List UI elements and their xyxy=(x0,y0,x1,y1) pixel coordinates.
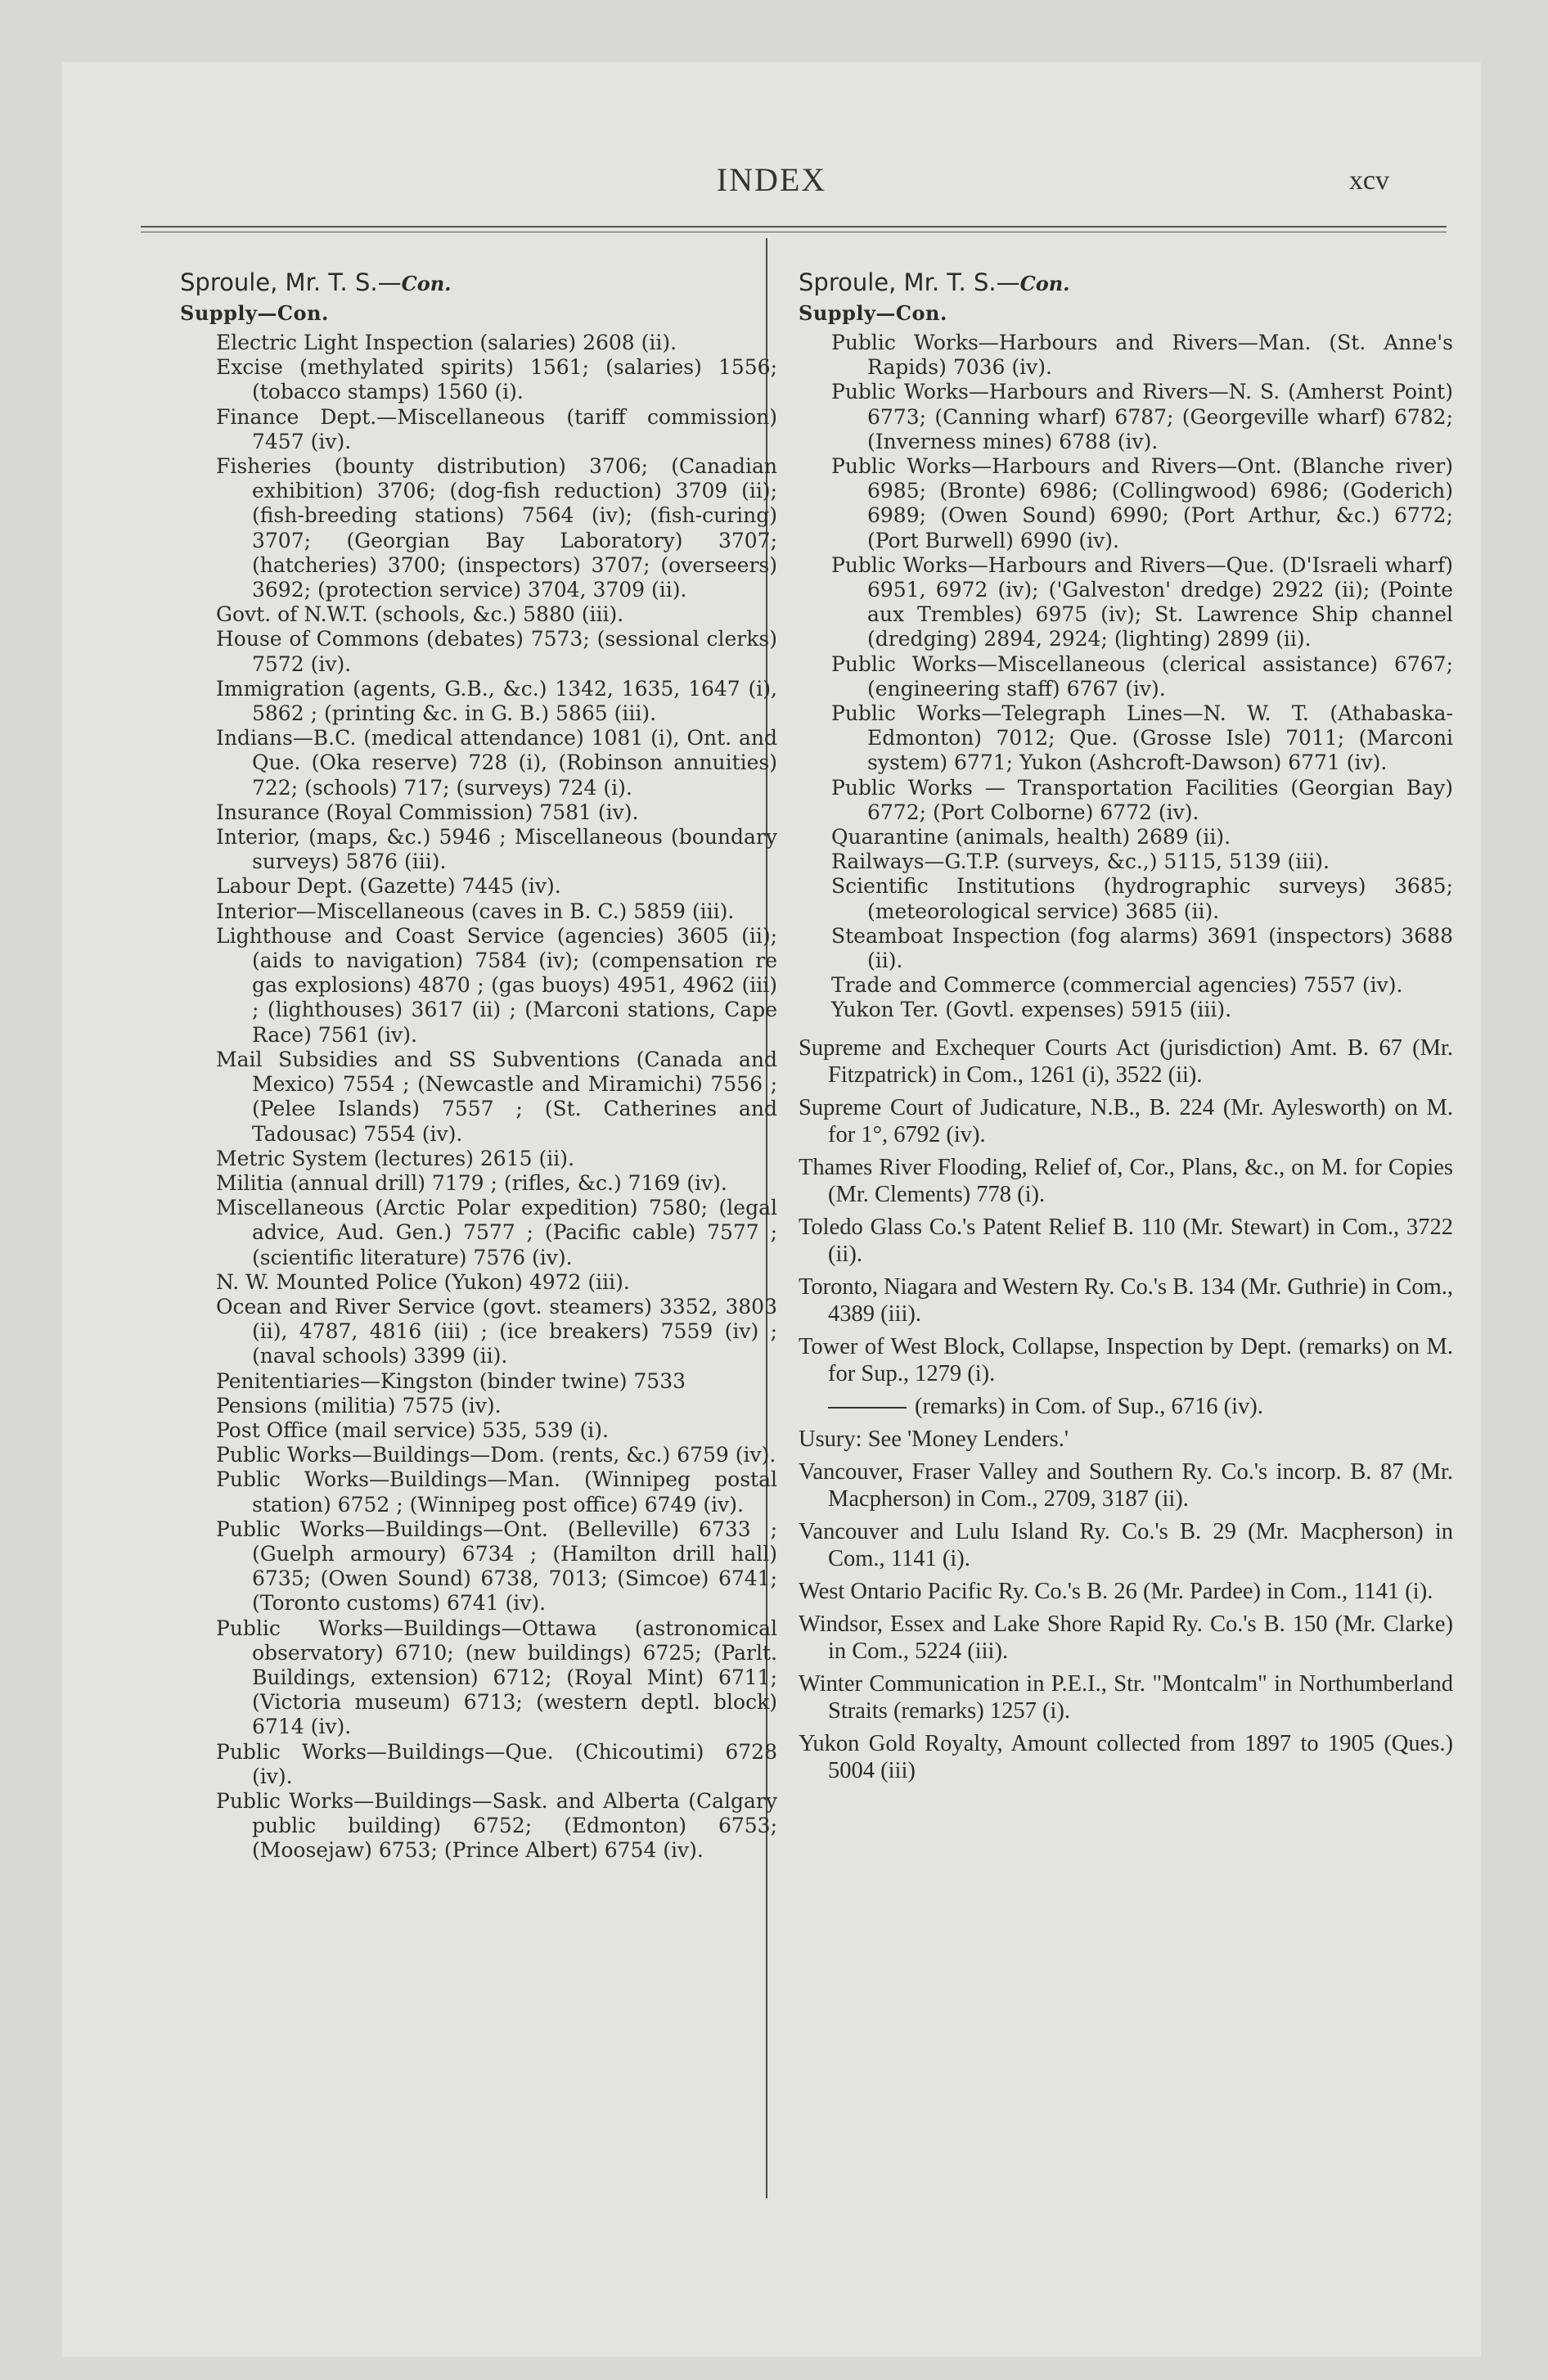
page-number: xcv xyxy=(1348,165,1389,196)
index-entry: Interior—Miscellaneous (caves in B. C.) 5859 (iii). xyxy=(216,899,735,923)
index-entry: Public Works—Buildings—Ottawa (astronomical observatory) 6710; (new buildings) 6725; (Parlt. Buildings, extension) 6712; (Royal Mint) 6711; (Victoria museum) 6713; (western deptl. block) 6714 (iv). xyxy=(216,1616,777,1739)
index-entry: Yukon Ter. (Govtl. expenses) 5915 (iii). xyxy=(831,998,1232,1022)
index-entry: Winter Communication in P.E.I., Str. "Montcalm" in Northumberland Straits (remarks) 1257 (i). xyxy=(799,1670,1453,1724)
entry-heading xyxy=(799,267,1453,300)
index-entry: Supreme Court of Judicature, N.B., B. 224 (Mr. Aylesworth) on M. for 1°, 6792 (iv). xyxy=(799,1094,1453,1147)
index-entry: Insurance (Royal Commission) 7581 (iv). xyxy=(216,800,639,824)
page-title: INDEX xyxy=(716,161,827,198)
index-entry: Immigration (agents, G.B., &c.) 1342, 1635, 1647 (i), 5862 ; (printing &c. in G. B.) 5865 (iii). xyxy=(216,676,777,726)
index-entry: Militia (annual drill) 7179 ; (rifles, &c.) 7169 (iv). xyxy=(216,1170,727,1195)
index-entry: West Ontario Pacific Ry. Co.'s B. 26 (Mr. Pardee) in Com., 1141 (i). xyxy=(799,1578,1433,1604)
index-entry: Toronto, Niagara and Western Ry. Co.'s B. 134 (Mr. Guthrie) in Com., 4389 (iii). xyxy=(799,1273,1453,1327)
index-entry: Yukon Gold Royalty, Amount collected from 1897 to 1905 (Ques.) 5004 (iii) xyxy=(799,1730,1453,1783)
index-entry: Public Works—Buildings—Que. (Chicoutimi) 6728 (iv). xyxy=(216,1739,777,1788)
index-entry: Pensions (militia) 7575 (iv). xyxy=(216,1393,502,1418)
index-entry: Thames River Flooding, Relief of, Cor., Plans, &c., on M. for Copies (Mr. Clements) 778 (i). xyxy=(799,1154,1453,1207)
index-entry: Finance Dept.—Miscellaneous (tariff commission) 7457 (iv). xyxy=(216,404,777,453)
header-rule xyxy=(141,226,1447,228)
heading-name: Sproule, Mr. T. S.— xyxy=(799,268,1020,296)
index-entry: Usury: See 'Money Lenders.' xyxy=(799,1426,1069,1452)
index-entry: Indians—B.C. (medical attendance) 1081 (i), Ont. and Que. (Oka reserve) 728 (i), (Robinson annuities) 722; (schools) 717; (surveys) 724 (i). xyxy=(216,726,777,800)
index-entry: Lighthouse and Coast Service (agencies) 3605 (ii); (aids to navigation) 7584 (iv); (compensation re gas explosions) 4870 ; (gas buoys) 4951, 4962 (iii) ; (lighthouses) 3617 (ii) ; (Marconi stations, Cape Race) 7561 (iv). xyxy=(216,923,777,1047)
heading-name: Sproule, Mr. T. S.— xyxy=(180,268,402,296)
index-entry: Toledo Glass Co.'s Patent Relief B. 110 (Mr. Stewart) in Com., 3722 (ii). xyxy=(799,1214,1453,1267)
index-entry: Post Office (mail service) 535, 539 (i). xyxy=(216,1418,609,1442)
index-entry: Public Works—Buildings—Dom. (rents, &c.) 6759 (iv). xyxy=(216,1443,776,1467)
index-entry: Public Works — Transportation Facilities (Georgian Bay) 6772; (Port Colborne) 6772 (iv). xyxy=(831,775,1453,824)
index-entry: House of Commons (debates) 7573; (sessional clerks) 7572 (iv). xyxy=(216,627,777,676)
right-column xyxy=(799,267,1453,1790)
index-entry: Railways—G.T.P. (surveys, &c.,) 5115, 5139 (iii). xyxy=(831,850,1330,874)
main-entry-list xyxy=(799,1034,1453,1387)
left-entry-list xyxy=(180,331,777,1864)
index-entry: Interior, (maps, &c.) 5946 ; Miscellaneous (boundary surveys) 5876 (iii). xyxy=(216,825,777,874)
index-entry: Miscellaneous (Arctic Polar expedition) 7580; (legal advice, Aud. Gen.) 7577 ; (Pacific cable) 7577 ; (scientific literature) 7576 (iv). xyxy=(216,1196,777,1269)
scanned-page xyxy=(62,62,1481,2357)
index-entry: Govt. of N.W.T. (schools, &c.) 5880 (iii). xyxy=(216,602,624,627)
index-entry: Public Works—Buildings—Ont. (Belleville) 6733 ; (Guelph armoury) 6734 ; (Hamilton drill hall) 6735; (Owen Sound) 6738, 7013; (Simcoe) 6741; (Toronto customs) 6741 (iv). xyxy=(216,1517,777,1616)
right-entry-list xyxy=(799,331,1453,1023)
heading-con: Con. xyxy=(401,272,452,295)
index-entry: Public Works—Harbours and Rivers—Ont. (Blanche river) 6985; (Bronte) 6986; (Collingwood) 6986; (Goderich) 6989; (Owen Sound) 6990; (Port Arthur, &c.) 6772; (Port Burwell) 6990 (iv). xyxy=(831,454,1453,552)
index-entry: Trade and Commerce (commercial agencies) 7557 (iv). xyxy=(831,973,1403,998)
subheading: Supply—Con. xyxy=(799,301,947,325)
index-entry: Public Works—Harbours and Rivers—N. S. (Amherst Point) 6773; (Canning wharf) 6787; (Georgeville wharf) 6782; (Inverness mines) 6788 (iv). xyxy=(831,380,1453,453)
index-entry: Public Works—Buildings—Sask. and Alberta (Calgary public building) 6752; (Edmonton) 6753; (Moosejaw) 6753; (Prince Albert) 6754 (iv). xyxy=(216,1788,777,1863)
subheading: Supply—Con. xyxy=(180,301,329,325)
index-entry: Excise (methylated spirits) 1561; (salaries) 1556; (tobacco stamps) 1560 (i). xyxy=(216,355,777,404)
index-entry: Vancouver, Fraser Valley and Southern Ry. Co.'s incorp. B. 87 (Mr. Macpherson) in Com., 2709, 3187 (ii). xyxy=(799,1458,1453,1512)
index-entry: Public Works—Harbours and Rivers—Que. (D'Israeli wharf) 6951, 6972 (iv); ('Galveston' dredge) 2922 (ii); (Pointe aux Trembles) 6975 (iv); St. Lawrence Ship channel (dredging) 2894, 2924; (lighting) 2899 (ii). xyxy=(831,552,1453,651)
heading-con: Con. xyxy=(1019,272,1070,295)
index-entry: Tower of West Block, Collapse, Inspection by Dept. (remarks) on M. for Sup., 1279 (i). xyxy=(799,1333,1453,1386)
index-entry: Quarantine (animals, health) 2689 (ii). xyxy=(831,825,1231,850)
main-entry-list-2 xyxy=(799,1426,1453,1784)
index-entry: Steamboat Inspection (fog alarms) 3691 (inspectors) 3688 (ii). xyxy=(831,923,1453,973)
ditto-dash xyxy=(828,1407,907,1409)
index-entry: Supreme and Exchequer Courts Act (jurisdiction) Amt. B. 67 (Mr. Fitzpatrick) in Com., 1261 (i), 3522 (ii). xyxy=(799,1034,1453,1088)
index-entry: Scientific Institutions (hydrographic surveys) 3685; (meteorological service) 3685 (ii). xyxy=(831,874,1453,923)
left-column xyxy=(180,267,777,1864)
index-entry: Electric Light Inspection (salaries) 2608 (ii). xyxy=(216,331,677,354)
index-entry: Windsor, Essex and Lake Shore Rapid Ry. Co.'s B. 150 (Mr. Clarke) in Com., 5224 (iii). xyxy=(799,1611,1453,1664)
index-entry: Public Works—Harbours and Rivers—Man. (St. Anne's Rapids) 7036 (iv). xyxy=(831,331,1453,380)
entry-heading xyxy=(180,267,777,300)
index-entry: Metric System (lectures) 2615 (ii). xyxy=(216,1146,574,1170)
index-entry: Labour Dept. (Gazette) 7445 (iv). xyxy=(216,874,561,899)
ditto-entry: (remarks) in Com. of Sup., 6716 (iv). xyxy=(799,1393,1453,1420)
index-entry: Mail Subsidies and SS Subventions (Canada and Mexico) 7554 ; (Newcastle and Miramichi) 7556 ; (Pelee Islands) 7557 ; (St. Catherines and Tadousac) 7554 (iv). xyxy=(216,1047,777,1146)
index-entry: Vancouver and Lulu Island Ry. Co.'s B. 29 (Mr. Macpherson) in Com., 1141 (i). xyxy=(799,1518,1453,1571)
index-entry: Public Works—Miscellaneous (clerical assistance) 6767; (engineering staff) 6767 (iv). xyxy=(831,651,1453,701)
index-entry: Public Works—Buildings—Man. (Winnipeg postal station) 6752 ; (Winnipeg post office) 6749 (iv). xyxy=(216,1467,777,1517)
index-entry: Public Works—Telegraph Lines—N. W. T. (Athabaska-Edmonton) 7012; Que. (Grosse Isle) 7011; (Marconi system) 6771; Yukon (Ashcroft-Dawson) 6771 (iv). xyxy=(831,701,1453,775)
index-entry: Penitentiaries—Kingston (binder twine) 7533 xyxy=(216,1368,686,1393)
index-entry: N. W. Mounted Police (Yukon) 4972 (iii). xyxy=(216,1269,630,1294)
index-entry: Fisheries (bounty distribution) 3706; (Canadian exhibition) 3706; (dog-fish reduction) 3709 (ii); (fish-breeding stations) 7564 (iv); (fish-curing) 3707; (Georgian Bay Laboratory) 3707; (hatcheries) 3700; (inspectors) 3707; (overseers) 3692; (protection service) 3704, 3709 (ii). xyxy=(216,454,777,602)
index-entry: Ocean and River Service (govt. steamers) 3352, 3803 (ii), 4787, 4816 (iii) ; (ice breakers) 7559 (iv) ; (naval schools) 3399 (ii). xyxy=(216,1294,777,1368)
